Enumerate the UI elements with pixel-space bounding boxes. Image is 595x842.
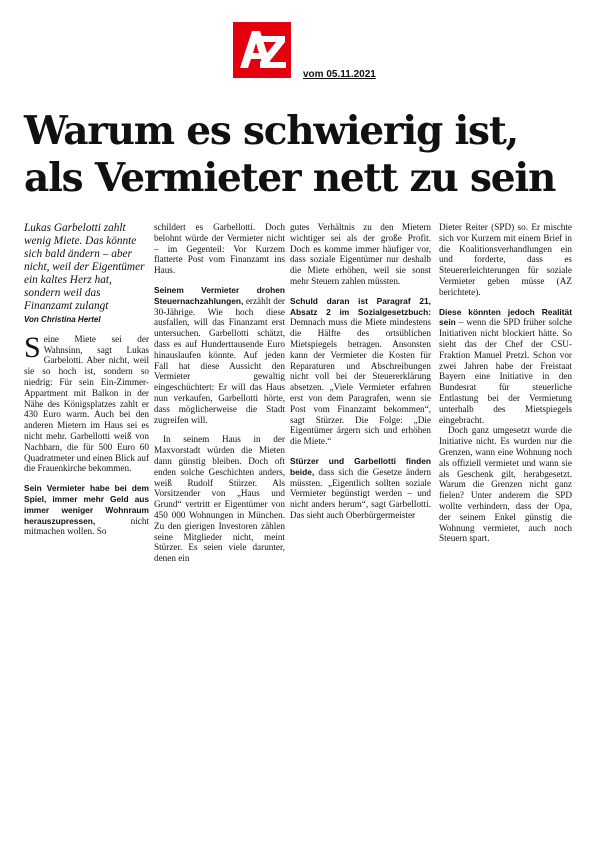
paragraph-text: nicht mitmachen wollen. So — [24, 515, 149, 537]
subheading: Seinem Vermieter drohen Steuernachzahlungen, — [154, 284, 285, 306]
article-column-3 — [290, 222, 431, 521]
paragraph: schildert es Garbellotti. Doch belohnt würde der Vermieter nicht – im Gegenteil: Vor Kurzem flatterte Post vom Finanzamt ins Haus. — [154, 222, 285, 276]
paragraph-text: Demnach muss die Miete mindestens die Hälfte des ortsüblichen Mietspiegels betragen. Ansonsten kann der Vermieter die Kosten für Reparaturen und Abschreibungen nicht voll bei der Steuererklärung absetzen. „Viele Vermieter erfahren erst von dem Paragrafen, wenn sie Post vom Finanzamt bekommen“, sagt Stürzer. Die Folge: „Die Eigentümer ärgern sich und erhöhen die Miete.“ — [290, 317, 431, 447]
subheading: Stürzer und Garbellotti finden beide, — [290, 455, 431, 477]
paragraph — [154, 285, 285, 425]
subheading: Sein Vermieter habe bei dem Spiel, immer mehr Geld aus immer weniger Wohnraum herauszupressen, — [24, 483, 149, 526]
subheading: Diese könnten jedoch Realität sein — [439, 306, 572, 328]
paragraph-text: dass sich die Gesetze ändern müssten. „Eigentlich sollten soziale Vermieter begünstigt werden – und nicht anders herum“, sagt Garbellotti. Das sieht auch Oberbürgermeister — [290, 466, 431, 520]
article-headline: Warum es schwierig ist, als Vermieter nett zu sein — [24, 108, 556, 201]
article-column-1 — [24, 222, 149, 537]
publication-date: vom 05.11.2021 — [303, 69, 376, 80]
paragraph: Dieter Reiter (SPD) so. Er mischte sich vor Kurzem mit einem Brief in die Koalitionsverhandlungen ein und forderte, dass es Steuererleichterungen für soziale Vermieter geben müsse (AZ berichtete). — [439, 222, 572, 297]
paragraph-text: erzählt der 30-Jährige. Wie hoch diese ausfallen, will das Finanzamt erst untersuchen. Garbellotti schätzt, dass es auf Hunderttausende Euro hinauslaufen könnte. Auf jeden Fall hat diese Aussicht den Vermieter gewaltig eingeschüchtert: Er will das Haus nun verkaufen, Garbellotti hörte, dass möglicherweise die Stadt zugreifen will. — [154, 295, 285, 425]
paragraph — [290, 296, 431, 447]
paragraph-text: – wenn die SPD früher solche Initiativen nicht blockiert hätte. So sieht das der Chef der CSU-Fraktion Manuel Pretzl. Schon vor zwei Jahren habe der Freistaat Bayern eine Initiative in den Bundesrat für steuerliche Entlastung bei der Vermietung unterhalb des Mietspiegels eingebracht. — [439, 317, 572, 425]
paragraph — [290, 456, 431, 521]
az-logo — [233, 22, 291, 78]
article-byline: Von Christina Hertel — [24, 315, 101, 324]
paragraph — [24, 483, 149, 537]
paragraph: Seine Miete sei der Wahnsinn, sagt Lukas Garbelotti. Aber nicht, weil sie so hoch ist, sondern so niedrig: Für sein Ein-Zimmer-Appartment mit Balkon in der Nähe des Königsplatzes zahlt er 430 Euro warm. Auch bei den anderen Mietern im Haus sei es nicht mehr. Garbellotti weiß von Nachbarn, die für 500 Euro 60 Quadratmeter und einen Blick auf die Frauenkirche bekommen. — [24, 330, 150, 474]
article-column-4 — [439, 222, 572, 544]
paragraph — [439, 307, 572, 426]
paragraph: Doch ganz umgesetzt wurde die Initiative nicht. Es wurden nur die Grenzen, wann eine Wohnung noch als offiziell vermietet und wann sie als Geschenk gilt, herabgesetzt. Warum die Grenzen nicht ganz fielen? Unter anderem die SPD wollte verhindern, dass der Opa, der seinem Enkel günstig die Wohnung vermietet, auch noch Steuern spart. — [439, 425, 572, 544]
article-column-2 — [154, 222, 285, 564]
subheading: Schuld daran ist Paragraf 21, Absatz 2 im Sozialgesetzbuch: — [290, 295, 431, 317]
az-logo-mark-icon — [233, 22, 291, 78]
paragraph: In seinem Haus in der Maxvorstadt würden die Mieten dann günstig bleiben. Doch oft enden solche Geschichten anders, weiß Rudolf Stürzer. Als Vorsitzender von „Haus und Grund“ vertritt er Eigentümer von 450 000 Wohnungen in München. Zu den gierigen Investoren zählen seine Mitglieder nicht, meint Stürzer. Es seien viele darunter, denen ein — [154, 434, 285, 564]
article-teaser: Lukas Garbelotti zahlt wenig Miete. Das könnte sich bald ändern – aber nicht, weil der Eigentümer ein kaltes Herz hat, sondern weil das Finanzamt zulangt — [24, 222, 145, 312]
paragraph: gutes Verhältnis zu den Mietern wichtiger sei als der große Profit. Doch es komme immer häufiger vor, dass soziale Eigentümer nur deshalb die Miete erhöhen, weil sie sonst mehr Steuern zahlen müssten. — [290, 222, 431, 286]
